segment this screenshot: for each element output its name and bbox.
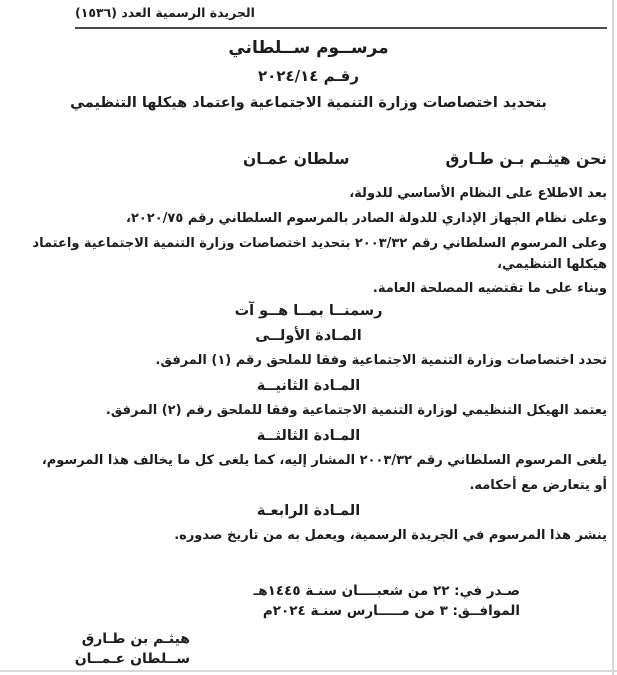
header-rule: [75, 27, 607, 29]
issuer-sultan-title: سلطان عمـان: [243, 150, 350, 168]
decree-number: رقـم ٢٠٢٤/١٤: [258, 67, 359, 85]
article-1-text: تحدد اختصاصات وزارة التنمية الاجتماعية وفقا للملحق رقم (١) المرفق.: [155, 353, 607, 368]
preamble-line-3: وعلى المرسوم السلطاني رقم ٢٠٠٣/٣٢ بتحديد اختصاصات وزارة التنمية الاجتماعية واعتماد: [32, 236, 607, 251]
issuer-line: [243, 150, 607, 168]
article-4-heading: المـادة الرابعـة: [256, 503, 361, 519]
decree-title: مرســوم ســلطاني: [228, 38, 389, 58]
issuance-date-hijri: صـدر في: ٢٢ من شعبــــان سنـة ١٤٤٥هـ: [253, 583, 520, 599]
issuer-name: نحن هيثـم بـن طـارق: [445, 150, 607, 168]
preamble-line-5: وبناء على ما تقتضيه المصلحة العامة.: [372, 281, 607, 296]
enactment-heading: رسمنــا بمــا هــو آت: [234, 303, 383, 319]
issuance-date-block: [254, 581, 520, 621]
preamble-line-4: هيكلها التنظيمي،: [497, 257, 607, 272]
signature-block: [60, 629, 190, 669]
gazette-issue-header: الجريدة الرسمية العدد (١٥٣٦): [75, 5, 255, 20]
page-right-edge-line: [612, 0, 614, 675]
article-3-heading: المـادة الثالثــة: [256, 428, 361, 444]
article-4-text: ينشر هذا المرسوم في الجريدة الرسمية، ويعمل به من تاريخ صدوره.: [174, 528, 607, 543]
article-3-text-line-2: أو يتعارض مع أحكامه.: [469, 478, 607, 493]
preamble-line-2: وعلى نظام الجهاز الإداري للدولة الصادر بالمرسوم السلطاني رقم ٢٠٢٠/٧٥،: [125, 211, 607, 226]
preamble-line-1: بعد الاطلاع على النظام الأساسي للدولة،: [349, 186, 607, 201]
article-3-text-line-1: يلغى المرسوم السلطاني رقم ٢٠٠٣/٣٢ المشار إليه، كما يلغى كل ما يخالف هذا المرسوم،: [41, 453, 607, 468]
decree-subject: بتحديد اختصاصات وزارة التنمية الاجتماعية واعتماد هيكلها التنظيمي: [70, 95, 547, 111]
issuance-date-gregorian: الموافــق: ٣ من مـــــارس سنـة ٢٠٢٤م: [262, 603, 520, 619]
article-2-heading: المـادة الثانيــة: [256, 378, 361, 394]
page-bottom-edge-line: [0, 670, 617, 672]
signature-title: ســلطان عـمــان: [74, 651, 190, 667]
article-2-text: يعتمد الهيكل التنظيمي لوزارة التنمية الاجتماعية وفقا للملحق رقم (٢) المرفق.: [105, 403, 607, 418]
article-1-heading: المـادة الأولــى: [255, 328, 362, 344]
signature-name: هيثـم بن طـارق: [81, 631, 190, 647]
